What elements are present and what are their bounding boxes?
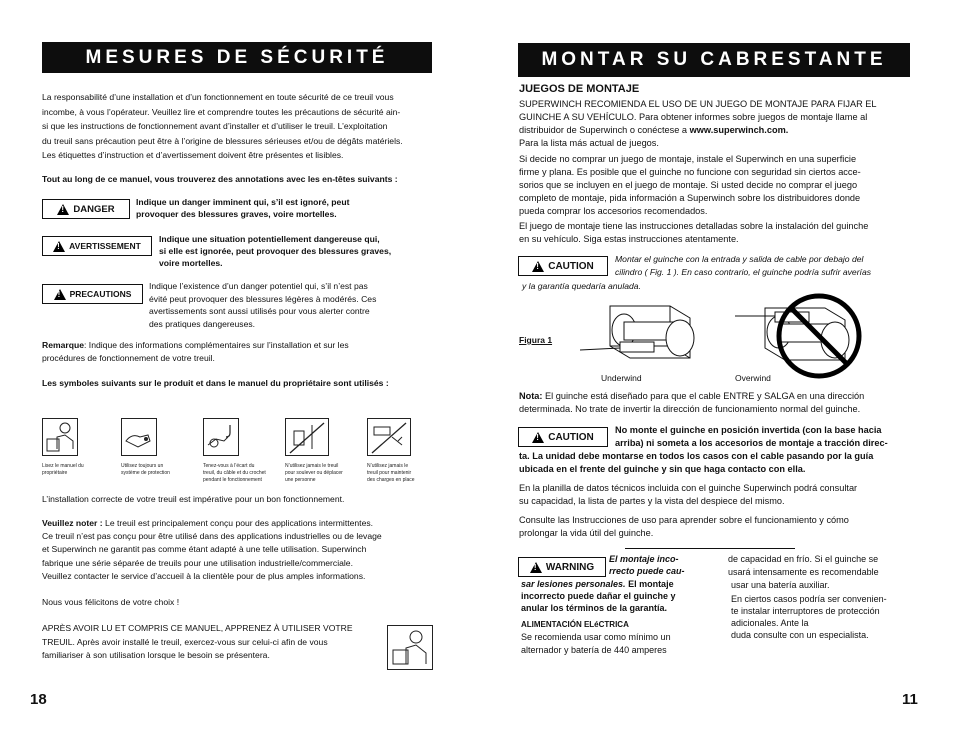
alimentacion-line: alternador y batería de 440 amperes bbox=[521, 645, 667, 655]
paragraph-line: en su vehículo. Siga estas instrucciones atentamente. bbox=[519, 234, 739, 244]
paragraph-line: Consulte las Instrucciones de uso para aprender sobre el funcionamiento y cómo bbox=[519, 515, 849, 525]
congrats-text: Nous vous félicitons de votre choix ! bbox=[42, 597, 180, 607]
paragraph-line: SUPERWINCH RECOMIENDA EL USO DE UN JUEGO DE MONTAJE PARA FIJAR EL bbox=[519, 99, 877, 109]
avertissement-label-box bbox=[42, 236, 152, 256]
caution-line: Montar el guinche con la entrada y salida de cable por debajo del bbox=[615, 254, 864, 264]
warning-triangle-icon bbox=[532, 432, 544, 443]
usage-instructions-paragraph bbox=[519, 514, 919, 540]
divider bbox=[625, 548, 795, 549]
hand-hook-icon bbox=[203, 418, 239, 456]
technical-data-paragraph bbox=[519, 482, 919, 508]
figure-label: Figura 1 bbox=[519, 335, 553, 345]
precautions-description bbox=[149, 280, 439, 330]
danger-line: provoquer des blessures graves, voire mortelles. bbox=[136, 209, 337, 219]
remarque-paragraph bbox=[42, 339, 442, 365]
caution-inverted-text-end bbox=[519, 450, 919, 476]
alimentacion-title: ALIMENTACIÓN ELéCTRICA bbox=[521, 620, 629, 629]
battery-line: usará intensamente es recomendable bbox=[728, 567, 879, 577]
danger-label-box bbox=[42, 199, 130, 219]
precautions-line: avertissements sont aussi utilisés pour vous alerter contre bbox=[149, 306, 370, 316]
symbol-caption bbox=[367, 463, 442, 484]
battery-line: de capacidad en frío. Si el guinche se bbox=[728, 554, 879, 564]
veuillez-line: et Superwinch ne garantit pas comme étant adapté à une telle utilisation. Superwinch bbox=[42, 544, 367, 555]
no-lifting-icon bbox=[285, 418, 329, 456]
paragraph-line: firme y plana. Es posible que el guinche no funcione con seguridad sin ciertos acce- bbox=[519, 167, 861, 177]
caution-line: ta. La unidad debe montarse en todos los casos con el cable pasando por la guía bbox=[519, 451, 874, 461]
precautions-line: des pratiques dangereuses. bbox=[149, 318, 256, 329]
paragraph-line: Para la lista más actual de juegos. bbox=[519, 138, 659, 148]
warning-text-head bbox=[609, 553, 729, 577]
remarque-line: procédures de fonctionnement de votre treuil. bbox=[42, 353, 215, 363]
symbol-caption-line: N’utilisez jamais le treuil bbox=[285, 463, 339, 469]
battery-line: duda consulte con un especialista. bbox=[731, 630, 869, 640]
precautions-label-box bbox=[42, 284, 143, 304]
right-page-banner: MONTAR SU CABRESTANTE bbox=[518, 43, 910, 77]
no-hoist-icon bbox=[367, 418, 411, 456]
closing-line: TREUIL. Après avoir installé le treuil, exercez-vous sur celui-ci afin de vous bbox=[42, 636, 328, 647]
intro-line: incombe, à vous l’opérateur. Veuillez lire et comprendre toutes les précautions de sécurité ain- bbox=[42, 106, 401, 117]
paragraph-line: El juego de montaje tiene las instrucciones detalladas sobre la instalación del guinche bbox=[519, 221, 869, 231]
underwind-label: Underwind bbox=[601, 373, 642, 383]
caution-line: ubicada en el frente del guinche y sin que haga contacto con ella. bbox=[519, 464, 806, 474]
paragraph-line: su capacidad, la lista de partes y la vista del despiece del mismo. bbox=[519, 496, 785, 506]
paragraph-line: sorios que se incluyen en el juego de montaje. Si usted decide no comprar el juego bbox=[519, 180, 858, 190]
battery-line: usar una batería auxiliar. bbox=[731, 580, 830, 590]
section-title: JUEGOS DE MONTAJE bbox=[519, 83, 640, 95]
caution-line: No monte el guinche en posición invertida (con la base hacia bbox=[615, 425, 882, 435]
symbol-caption-line: des charges en place bbox=[367, 477, 415, 483]
overwind-label: Overwind bbox=[735, 373, 771, 383]
symbol-caption-line: Lisez le manuel du bbox=[42, 463, 84, 469]
veuillez-paragraph bbox=[42, 517, 442, 583]
warning-label-box bbox=[518, 557, 606, 577]
warning-triangle-icon bbox=[57, 204, 69, 215]
precautions-label: PRECAUTIONS bbox=[69, 289, 132, 299]
superwinch-link[interactable]: www.superwinch.com. bbox=[689, 125, 789, 135]
read-manual-icon bbox=[42, 418, 78, 456]
nota-line: El guinche está diseñado para que el cable ENTRE y SALGA en una dirección bbox=[542, 391, 865, 401]
symbol-caption-line: pendant le fonctionnement bbox=[203, 477, 262, 483]
alimentacion-text bbox=[521, 631, 721, 657]
symbol-caption-line: Tenez-vous à l’écart du bbox=[203, 463, 255, 469]
danger-line: Indique un danger imminent qui, s’il est ignoré, peut bbox=[136, 197, 350, 207]
remarque-label: Remarque bbox=[42, 340, 85, 350]
veuillez-line: Le treuil est principalement conçu pour des applications intermittentes. bbox=[102, 518, 374, 528]
paragraph-line: pueda comprar los accesorios recomendados. bbox=[519, 206, 708, 216]
caution-mounting-text-end: y la garantía quedaría anulada. bbox=[522, 281, 641, 291]
symbol-caption bbox=[42, 463, 114, 477]
warning-triangle-icon bbox=[54, 289, 66, 300]
danger-description bbox=[136, 196, 436, 220]
avertissement-line: Indique une situation potentiellement dangereuse qui, bbox=[159, 234, 380, 244]
battery-line: te instalar interruptores de protección bbox=[731, 606, 880, 616]
battery-column-a bbox=[728, 553, 918, 592]
caution-mounting-text bbox=[615, 253, 915, 279]
paragraph-line: distribuidor de Superwinch o conéctese a bbox=[519, 125, 690, 135]
instructions-paragraph bbox=[519, 220, 919, 246]
caution-line: arriba) ni someta a los accesorios de montaje a tracción direc- bbox=[615, 438, 888, 448]
avertissement-line: voire mortelles. bbox=[159, 258, 223, 268]
symbol-caption-line: Utilisez toujours un bbox=[121, 463, 164, 469]
alimentacion-line: Se recomienda usar como mínimo un bbox=[521, 632, 671, 642]
caution-label-box bbox=[518, 427, 608, 447]
warning-line: rrecto puede cau- bbox=[609, 566, 685, 576]
avertissement-description bbox=[159, 233, 439, 269]
avertissement-line: si elle est ignorée, peut provoquer des blessures graves, bbox=[159, 246, 392, 256]
caution-line: cilindro ( Fig. 1 ). En caso contrario, el guinche podría sufrir averías bbox=[615, 267, 872, 277]
warning-label: WARNING bbox=[545, 561, 595, 573]
nota-label: Nota: bbox=[519, 391, 543, 401]
caution-label-box bbox=[518, 256, 608, 276]
veuillez-line: Veuillez contacter le service d’accueil à la clientèle pour de plus amples informations. bbox=[42, 570, 366, 581]
symbol-caption-line: treuil, du câble et du crochet bbox=[203, 470, 266, 476]
paragraph-line: Si decide no comprar un juego de montaje, instale el Superwinch en una superficie bbox=[519, 154, 857, 164]
battery-line: En ciertos casos podría ser convenien- bbox=[731, 594, 887, 604]
warning-line: sar lesiones personales. bbox=[521, 579, 626, 589]
symbol-caption-line: treuil pour maintenir bbox=[367, 470, 412, 476]
symbol-caption-line: pour soulever ou déplacer bbox=[285, 470, 343, 476]
symbols-heading: Les symboles suivants sur le produit et dans le manuel du propriétaire sont utilisés : bbox=[42, 378, 389, 388]
symbol-caption-line: propriétaire bbox=[42, 470, 68, 476]
closing-paragraph bbox=[42, 622, 382, 663]
read-manual-icon bbox=[387, 625, 433, 670]
battery-column-b bbox=[731, 593, 921, 641]
left-page-banner: MESURES DE SÉCURITÉ bbox=[42, 42, 432, 73]
warning-triangle-icon bbox=[530, 562, 542, 573]
warning-triangle-icon bbox=[53, 241, 65, 252]
warning-text-body bbox=[521, 578, 721, 614]
annotations-heading: Tout au long de ce manuel, vous trouverez des annotations avec les en-têtes suivants : bbox=[42, 174, 398, 184]
paragraph-line: GUINCHE A SU VEHÍCULO. Para obtener informes sobre juegos de montaje llame al bbox=[519, 112, 868, 122]
nota-line: determinada. No trate de invertir la dirección de funcionamiento normal del guinche. bbox=[519, 404, 861, 414]
intro-line: Les étiquettes d’instruction et d’avertissement doivent être présentes et lisibles. bbox=[42, 150, 344, 160]
closing-line: APRÈS AVOIR LU ET COMPRIS CE MANUEL, APPRENEZ À UTILISER VOTRE bbox=[42, 623, 353, 633]
battery-line: adicionales. Ante la bbox=[731, 618, 809, 628]
closing-line: familiariser à son utilisation lorsque le besoin se présentera. bbox=[42, 650, 270, 660]
intro-line: du treuil sans précaution peut être à l’origine de blessures sérieuses et/ou de dégâts matériels. bbox=[42, 135, 403, 146]
warning-triangle-icon bbox=[532, 261, 544, 272]
warning-line: anular los términos de la garantía. bbox=[521, 603, 668, 613]
symbol-caption-line: système de protection bbox=[121, 470, 170, 476]
nota-paragraph bbox=[519, 390, 919, 416]
warning-line: El montaje bbox=[625, 579, 674, 589]
veuillez-line: Ce treuil n’est pas conçu pour être utilisé dans des applications industrielles ou de levage bbox=[42, 531, 382, 542]
caution-inverted-text bbox=[615, 424, 915, 450]
caution-label: CAUTION bbox=[548, 260, 594, 272]
symbol-caption-line: une personne bbox=[285, 477, 316, 483]
veuillez-label: Veuillez noter : bbox=[42, 518, 103, 528]
paragraph-line: En la planilla de datos técnicos incluida con el guinche Superwinch podrá consultar bbox=[519, 483, 858, 493]
remarque-line: : Indique des informations complémentaires sur l’installation et sur les bbox=[84, 340, 349, 350]
symbol-caption bbox=[121, 463, 197, 477]
caution-label: CAUTION bbox=[548, 431, 594, 443]
underwind-winch-diagram bbox=[580, 298, 720, 376]
precautions-line: Indique l’existence d’un danger potentiel qui, s’il n’est pas bbox=[149, 281, 368, 291]
overwind-winch-diagram bbox=[735, 290, 885, 380]
symbol-caption bbox=[203, 463, 285, 484]
paragraph-line: completo de montaje, pida información a Superwinch sobre los distribuidores donde bbox=[519, 193, 861, 203]
intro-line: si que les instructions de fonctionnement avant d’installer et d’utiliser le treuil. L’exploitation bbox=[42, 121, 388, 131]
installation-note: L’installation correcte de votre treuil est impérative pour un bon fonctionnement. bbox=[42, 494, 345, 504]
symbol-caption bbox=[285, 463, 365, 484]
intro-paragraph bbox=[42, 90, 442, 163]
remote-control-icon bbox=[121, 418, 157, 456]
warning-line: incorrecto puede dañar el guinche y bbox=[521, 591, 676, 601]
symbol-caption-line: N’utilisez jamais le bbox=[367, 463, 409, 469]
right-page-number: 11 bbox=[902, 691, 918, 708]
danger-label: DANGER bbox=[73, 203, 115, 215]
mounting-kit-paragraph bbox=[519, 98, 919, 150]
avertissement-label: AVERTISSEMENT bbox=[69, 241, 141, 251]
warning-line: El montaje inco- bbox=[609, 554, 679, 564]
intro-line: La responsabilité d’une installation et d’un fonctionnement en toute sécurité de ce treuil vous bbox=[42, 92, 394, 102]
paragraph-line: prolongar la vida útil del guinche. bbox=[519, 528, 654, 538]
precautions-line: évité peut provoquer des blessures légères à modérés. Ces bbox=[149, 293, 377, 304]
veuillez-line: fabrique une série séparée de treuils pour une utilisation industrielle/commerciale. bbox=[42, 557, 353, 568]
left-page-number: 18 bbox=[30, 691, 47, 708]
no-kit-paragraph bbox=[519, 153, 919, 218]
